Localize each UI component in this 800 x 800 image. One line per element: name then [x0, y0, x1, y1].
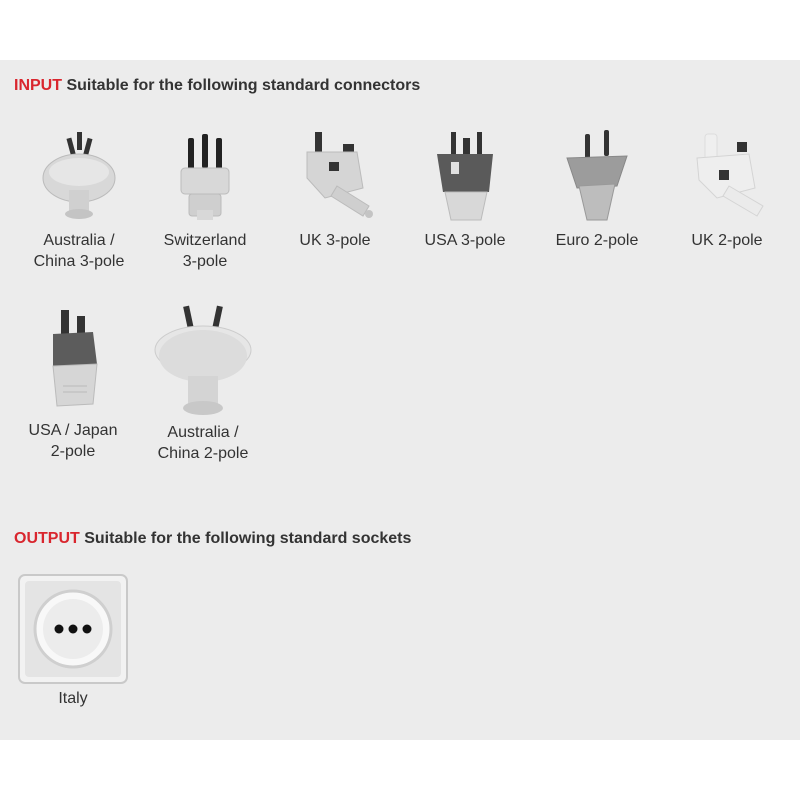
- connector-label: Australia / China 3-pole: [33, 232, 125, 270]
- input-description: Suitable for the following standard connectors: [66, 77, 421, 94]
- connector-uk-2-pole: [662, 128, 792, 251]
- input-heading: [14, 77, 420, 95]
- connector-australia-china-3-pole: [14, 128, 144, 272]
- socket-italy: [8, 572, 138, 709]
- uk-2-pole-plug-icon: [677, 128, 777, 228]
- output-keyword: OUTPUT: [14, 530, 80, 547]
- connector-label: Australia / China 2-pole: [157, 424, 249, 462]
- italy-socket-icon: [16, 572, 130, 686]
- input-keyword: INPUT: [14, 77, 62, 94]
- output-description: Suitable for the following standard sockets: [84, 530, 412, 547]
- euro-2-pole-plug-icon: [547, 128, 647, 228]
- connector-label: Switzerland 3-pole: [163, 232, 247, 270]
- connector-label: USA 3-pole: [424, 232, 506, 249]
- connector-euro-2-pole: [532, 128, 662, 251]
- connector-label: Euro 2-pole: [555, 232, 639, 249]
- socket-label: Italy: [58, 690, 88, 707]
- connector-label: UK 3-pole: [299, 232, 371, 249]
- connectors-panel: [0, 60, 800, 740]
- australia-china-3-pole-plug-icon: [29, 128, 129, 228]
- connector-label: UK 2-pole: [691, 232, 763, 249]
- connector-switzerland-3-pole: [140, 128, 270, 272]
- output-heading: [14, 530, 411, 548]
- uk-3-pole-plug-icon: [285, 128, 385, 228]
- australia-china-2-pole-plug-icon: [148, 304, 258, 420]
- connector-australia-china-2-pole: [138, 304, 268, 464]
- connector-uk-3-pole: [270, 128, 400, 251]
- switzerland-3-pole-plug-icon: [155, 128, 255, 228]
- usa-3-pole-plug-icon: [415, 128, 515, 228]
- connector-label: USA / Japan 2-pole: [28, 422, 118, 460]
- connector-usa-japan-2-pole: [8, 308, 138, 462]
- connector-usa-3-pole: [400, 128, 530, 251]
- usa-japan-2-pole-plug-icon: [23, 308, 123, 418]
